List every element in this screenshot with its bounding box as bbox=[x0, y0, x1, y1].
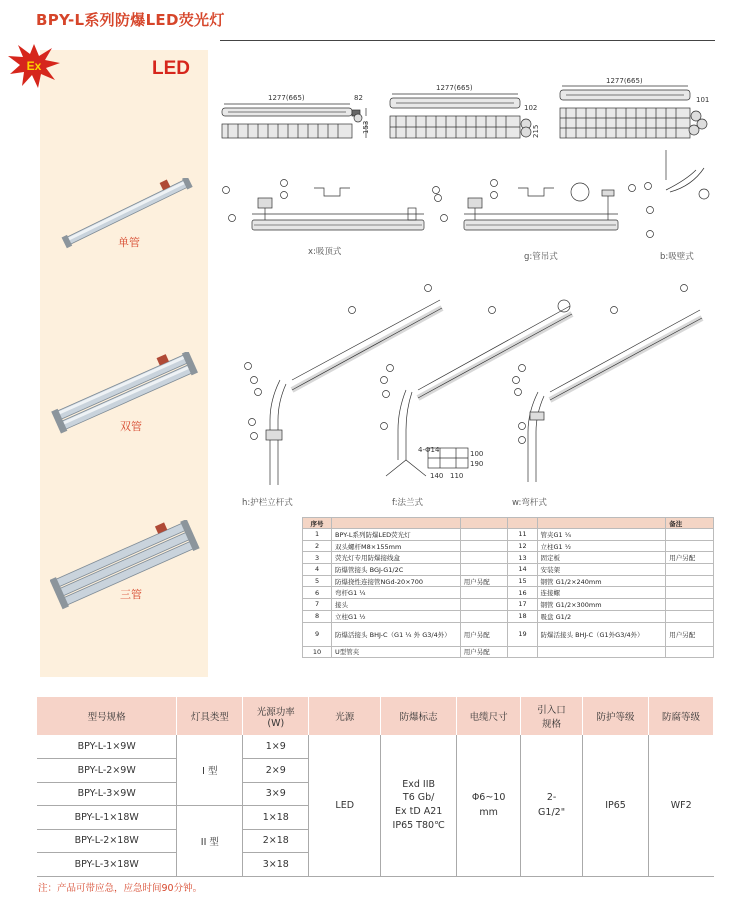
parts-row bbox=[303, 622, 714, 646]
single-dimension-drawing bbox=[222, 104, 366, 138]
spec-cable bbox=[457, 735, 521, 876]
spec-exmark-line: IP65 T80℃ bbox=[392, 820, 445, 832]
parts-header-remark2: 备注 bbox=[666, 518, 714, 529]
parts-header-name bbox=[332, 518, 461, 529]
part-no: 10 bbox=[303, 646, 332, 658]
part-remark bbox=[666, 540, 714, 552]
spec-header-type: 灯具类型 bbox=[177, 697, 243, 735]
double-length-dim: 1277(665) bbox=[436, 84, 473, 92]
part-remark: 用户另配 bbox=[460, 622, 508, 646]
spec-header-cable: 电缆尺寸 bbox=[457, 697, 521, 735]
part-no: 5 bbox=[303, 575, 332, 587]
part-remark bbox=[666, 587, 714, 599]
part-no: 3 bbox=[303, 552, 332, 564]
flange-dim-100: 100 bbox=[470, 450, 484, 458]
spec-ip: IP65 bbox=[583, 735, 649, 876]
caption-flange: f:法兰式 bbox=[392, 498, 424, 508]
part-remark bbox=[666, 599, 714, 611]
spec-model: BPY-L-2×18W bbox=[37, 829, 177, 853]
spec-cable-line: mm bbox=[479, 807, 498, 819]
mounting-drawings-row1 bbox=[218, 150, 718, 250]
part-name: 防爆挠性连接管NGd-20×700 bbox=[332, 575, 461, 587]
spec-exmark-line: Exd IIB bbox=[402, 778, 436, 790]
part-name: 荧光灯专用防爆接线盒 bbox=[332, 552, 461, 564]
part-remark: 用户另配 bbox=[666, 622, 714, 646]
part-remark bbox=[460, 587, 508, 599]
part-name: 安装架 bbox=[537, 564, 666, 576]
part-name: 双头螺杆M8×155mm bbox=[332, 540, 461, 552]
spec-model: BPY-L-1×18W bbox=[37, 806, 177, 830]
double-tube-label: 双管 bbox=[120, 420, 142, 433]
parts-table-header bbox=[303, 518, 714, 529]
part-remark: 用户另配 bbox=[460, 646, 508, 658]
part-name: 防爆活接头 BHJ-C（G1外G3/4外） bbox=[537, 622, 666, 646]
part-no: 2 bbox=[303, 540, 332, 552]
part-name: BPY-L系列防爆LED荧光灯 bbox=[332, 529, 461, 541]
part-name: 连接螺 bbox=[537, 587, 666, 599]
footnote: 注：产品可带应急，应急时间90分钟。 bbox=[38, 883, 203, 894]
part-no: 13 bbox=[508, 552, 537, 564]
part-no: 12 bbox=[508, 540, 537, 552]
triple-tube-label: 三管 bbox=[120, 588, 142, 601]
spec-header-model: 型号规格 bbox=[37, 697, 177, 735]
spec-row bbox=[37, 735, 714, 759]
flange-dim-140: 140 bbox=[430, 472, 444, 480]
single-height-dim: 82 bbox=[354, 94, 363, 102]
parts-table bbox=[302, 517, 714, 658]
part-remark bbox=[460, 610, 508, 622]
part-name: 弯杆G1 ¼ bbox=[332, 587, 461, 599]
single-length-dim: 1277(665) bbox=[268, 94, 305, 102]
parts-row bbox=[303, 575, 714, 587]
spec-power: 2×9 bbox=[243, 759, 309, 783]
spec-header-inlet: 引入口 规格 bbox=[521, 697, 583, 735]
parts-row bbox=[303, 646, 714, 658]
flange-dim-190: 190 bbox=[470, 460, 484, 468]
spec-power: 2×18 bbox=[243, 829, 309, 853]
part-name: U型管夹 bbox=[332, 646, 461, 658]
caption-rail: h:护栏立杆式 bbox=[242, 498, 293, 508]
part-remark bbox=[460, 564, 508, 576]
parts-row bbox=[303, 552, 714, 564]
page-title: BPY-L系列防爆LED荧光灯 bbox=[36, 11, 225, 29]
spec-exmark-line: T6 Gb/ bbox=[402, 792, 435, 804]
part-name: 管夹G1 ¼ bbox=[537, 529, 666, 541]
parts-header-remark bbox=[460, 518, 508, 529]
part-remark: 用户另配 bbox=[460, 575, 508, 587]
part-no: 15 bbox=[508, 575, 537, 587]
spec-model: BPY-L-1×9W bbox=[37, 735, 177, 759]
spec-inlet-line: G1/2" bbox=[538, 807, 566, 819]
spec-cable-line: Φ6~10 bbox=[471, 792, 506, 804]
part-name: 接头 bbox=[332, 599, 461, 611]
caption-bent: w:弯杆式 bbox=[512, 498, 547, 508]
single-width-dim: 153 bbox=[362, 120, 370, 134]
part-remark bbox=[666, 529, 714, 541]
title-rule bbox=[220, 40, 715, 41]
part-no: 19 bbox=[508, 622, 537, 646]
ex-badge-text: Ex bbox=[26, 59, 42, 73]
spec-exmark-line: Ex tD A21 bbox=[395, 806, 443, 818]
parts-header-name2 bbox=[537, 518, 666, 529]
part-name: 立柱G1 ½ bbox=[332, 610, 461, 622]
part-name: 钢管 G1/2×300mm bbox=[537, 599, 666, 611]
part-remark bbox=[666, 564, 714, 576]
part-name: 防爆管接头 BGJ-G1/2C bbox=[332, 564, 461, 576]
triple-height-dim: 101 bbox=[696, 96, 710, 104]
part-remark bbox=[666, 575, 714, 587]
parts-row bbox=[303, 599, 714, 611]
spec-header-exmark: 防爆标志 bbox=[381, 697, 457, 735]
part-name: 固定板 bbox=[537, 552, 666, 564]
part-name: 吸盘 G1/2 bbox=[537, 610, 666, 622]
spec-wf: WF2 bbox=[648, 735, 713, 876]
flange-bolt-dim: 4-Φ14 bbox=[418, 446, 440, 454]
spec-header-wf: 防腐等级 bbox=[648, 697, 713, 735]
part-no: 11 bbox=[508, 529, 537, 541]
caption-pendant: g:管吊式 bbox=[524, 252, 558, 262]
led-logo: LED bbox=[152, 58, 190, 79]
parts-header-no2 bbox=[508, 518, 537, 529]
spec-header-source: 光源 bbox=[309, 697, 381, 735]
spec-model: BPY-L-3×9W bbox=[37, 782, 177, 806]
spec-inlet bbox=[521, 735, 583, 876]
caption-wall: b:吸壁式 bbox=[660, 252, 694, 262]
spec-inlet-line: 2- bbox=[546, 792, 557, 804]
part-no: 1 bbox=[303, 529, 332, 541]
part-name bbox=[537, 646, 666, 658]
spec-power: 3×18 bbox=[243, 853, 309, 877]
part-remark bbox=[460, 529, 508, 541]
parts-header-no: 序号 bbox=[303, 518, 332, 529]
parts-row bbox=[303, 610, 714, 622]
spec-exmark bbox=[381, 735, 457, 876]
part-name: 防爆活接头 BHJ-C（G1 ¼ 外 G3/4外） bbox=[332, 622, 461, 646]
ex-badge-icon bbox=[8, 44, 60, 88]
spec-model: BPY-L-2×9W bbox=[37, 759, 177, 783]
spec-header-row bbox=[37, 697, 714, 735]
parts-row bbox=[303, 587, 714, 599]
part-no: 8 bbox=[303, 610, 332, 622]
spec-type: II 型 bbox=[177, 806, 243, 877]
part-remark bbox=[460, 599, 508, 611]
part-remark bbox=[666, 610, 714, 622]
caption-ceiling: x:吸顶式 bbox=[308, 247, 342, 257]
double-dimension-drawing bbox=[390, 94, 531, 138]
spec-source: LED bbox=[309, 735, 381, 876]
flange-dim-110: 110 bbox=[450, 472, 464, 480]
part-remark bbox=[666, 646, 714, 658]
part-no: 16 bbox=[508, 587, 537, 599]
part-no: 18 bbox=[508, 610, 537, 622]
part-no: 7 bbox=[303, 599, 332, 611]
spec-header-ip: 防护等级 bbox=[583, 697, 649, 735]
triple-dimension-drawing bbox=[560, 86, 710, 138]
triple-length-dim: 1277(665) bbox=[606, 78, 643, 85]
part-no: 4 bbox=[303, 564, 332, 576]
spec-power: 1×9 bbox=[243, 735, 309, 759]
part-no: 9 bbox=[303, 622, 332, 646]
part-remark bbox=[460, 540, 508, 552]
double-width-dim: 215 bbox=[532, 124, 540, 138]
spec-type: I 型 bbox=[177, 735, 243, 806]
part-no: 14 bbox=[508, 564, 537, 576]
part-remark: 用户另配 bbox=[666, 552, 714, 564]
part-name: 钢管 G1/2×240mm bbox=[537, 575, 666, 587]
spec-table bbox=[37, 697, 714, 877]
parts-row bbox=[303, 564, 714, 576]
part-no bbox=[508, 646, 537, 658]
spec-model: BPY-L-3×18W bbox=[37, 853, 177, 877]
part-no: 17 bbox=[508, 599, 537, 611]
single-tube-label: 单管 bbox=[118, 236, 140, 249]
dimension-drawings bbox=[218, 78, 718, 150]
part-no: 6 bbox=[303, 587, 332, 599]
double-height-dim: 102 bbox=[524, 104, 538, 112]
spec-power: 3×9 bbox=[243, 782, 309, 806]
parts-row bbox=[303, 529, 714, 541]
spec-power: 1×18 bbox=[243, 806, 309, 830]
parts-row bbox=[303, 540, 714, 552]
part-name: 立柱G1 ½ bbox=[537, 540, 666, 552]
mounting-drawings-row2 bbox=[230, 280, 720, 485]
part-remark bbox=[460, 552, 508, 564]
spec-header-power: 光源功率 (W) bbox=[243, 697, 309, 735]
